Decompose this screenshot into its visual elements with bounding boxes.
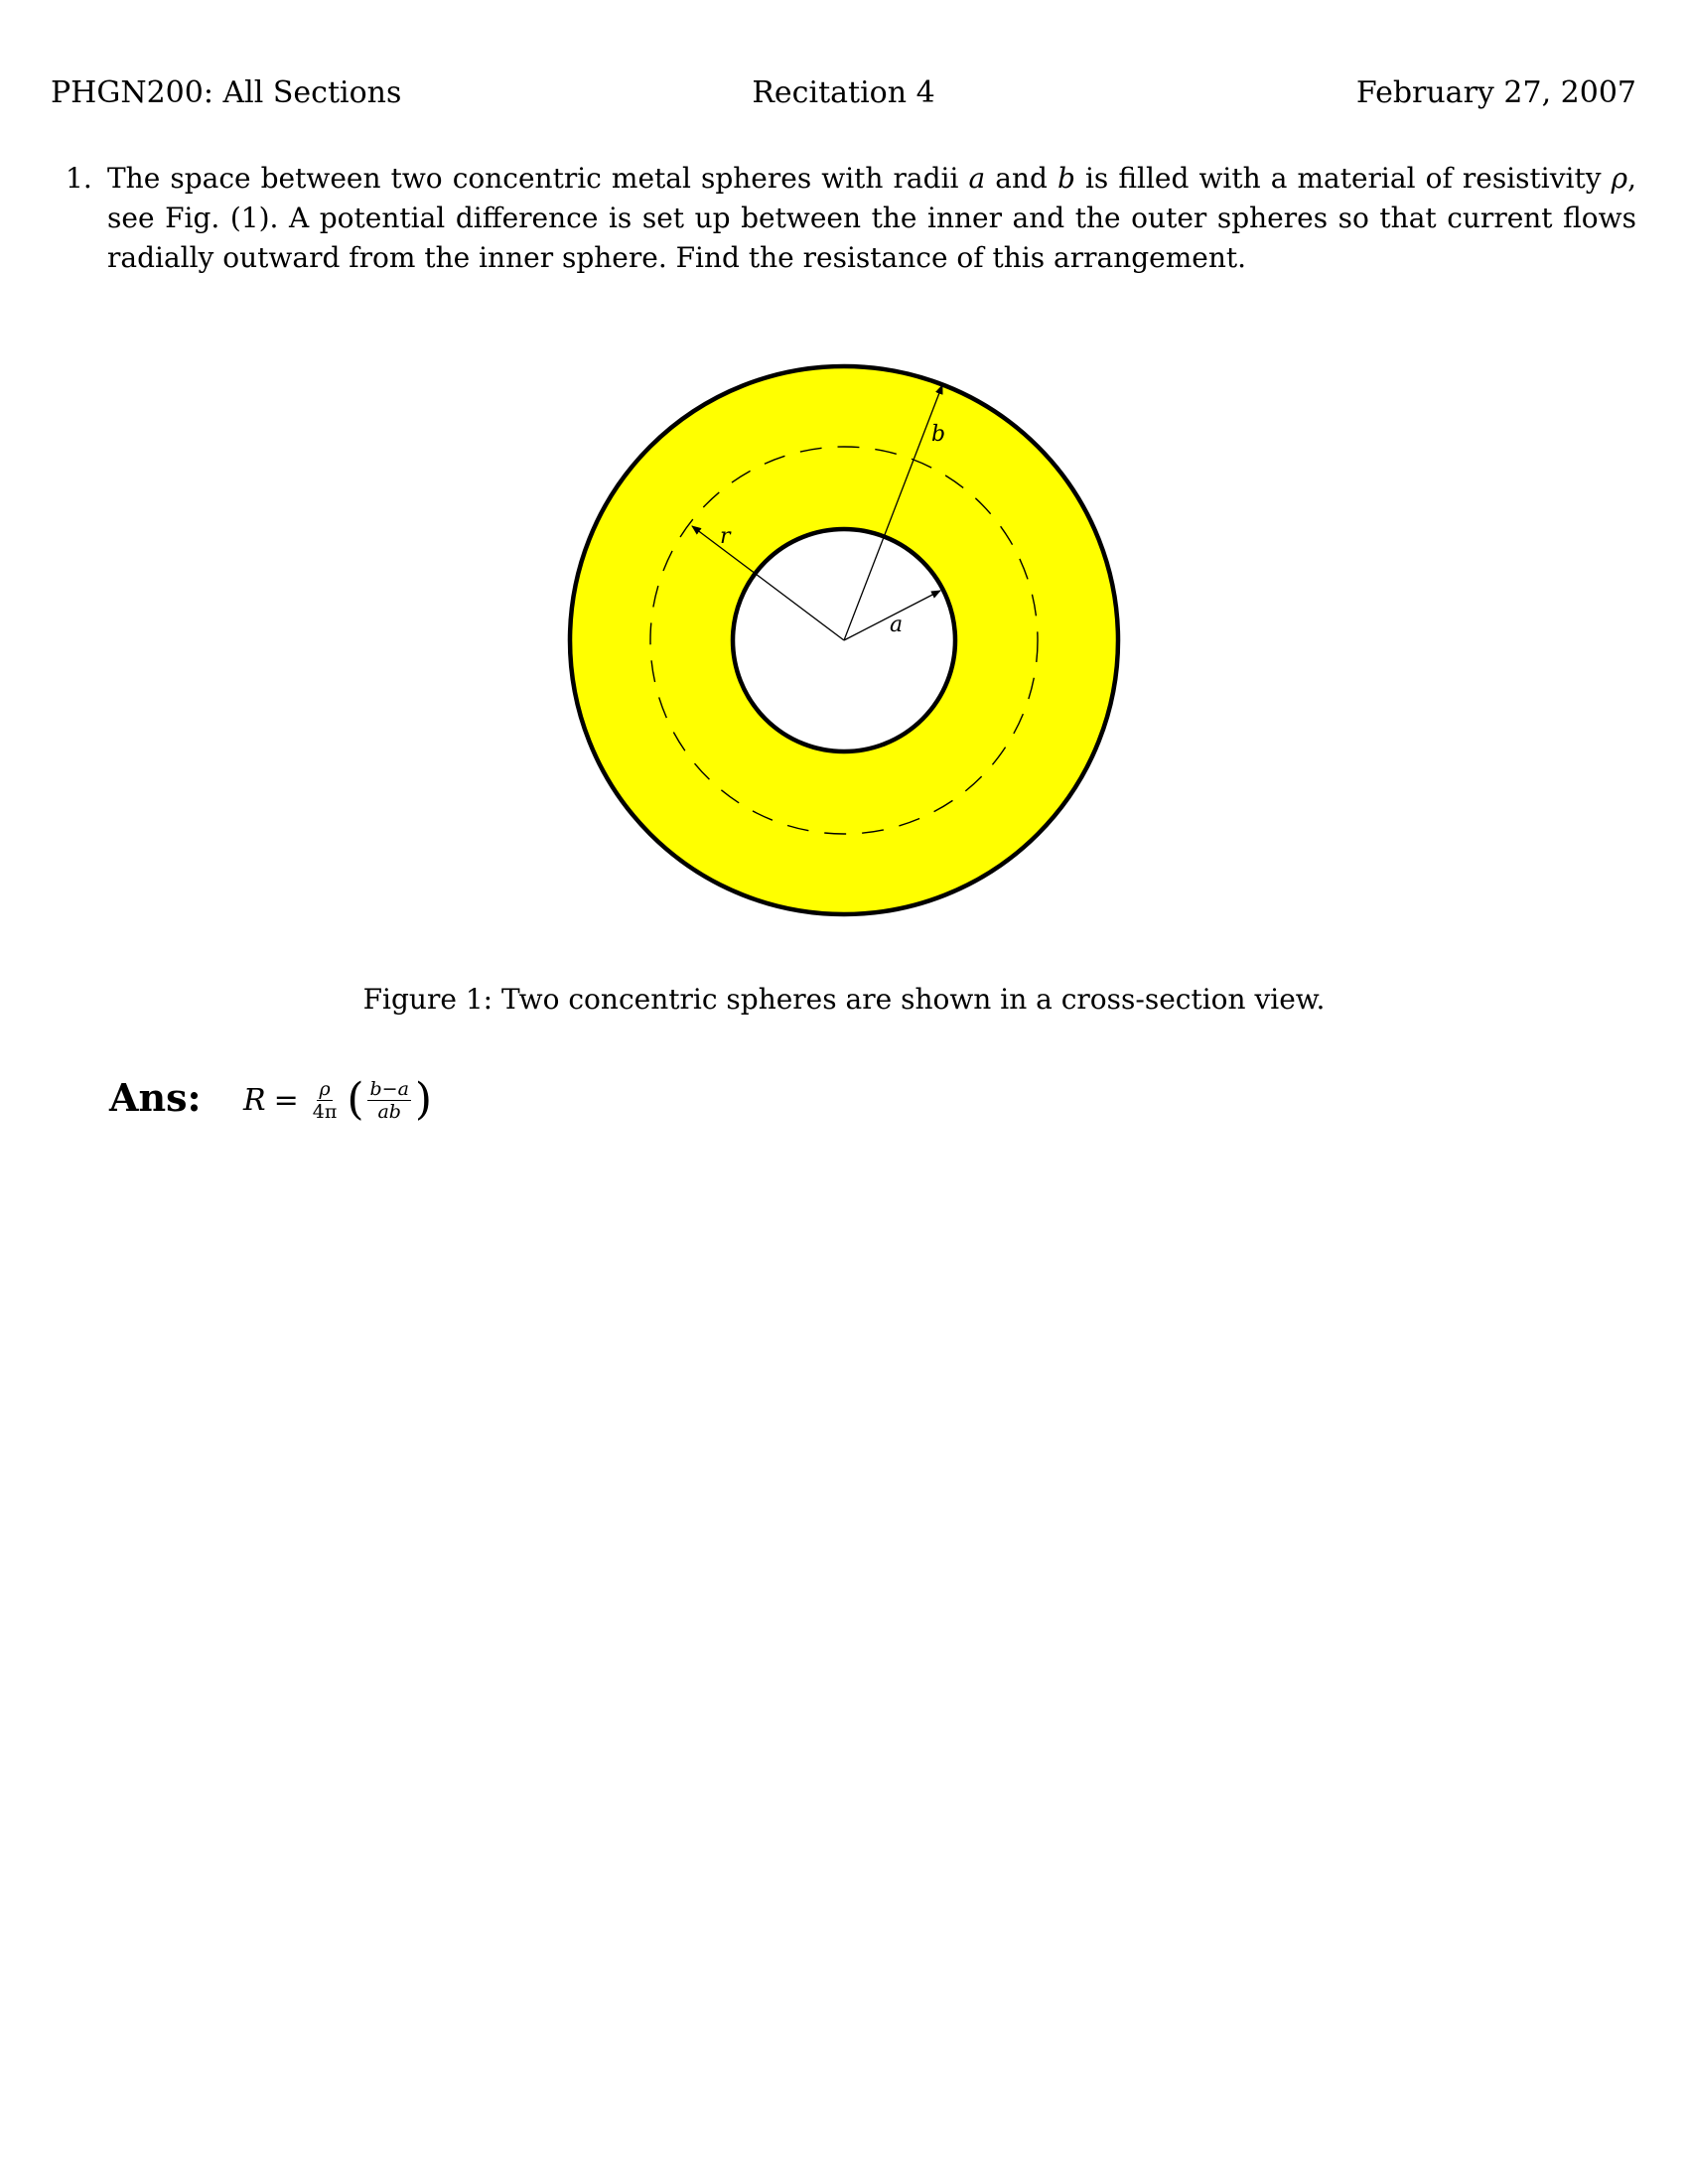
label-b: b xyxy=(931,422,946,447)
problem-text-part: , see Fig. (1). A potential difference is set up between the inner and the outer spheres so that current flows radially outward from the inner sphere. Find the resistance of this arrangement. xyxy=(107,162,1636,274)
open-paren: ( xyxy=(347,1074,364,1125)
document-date: February 27, 2007 xyxy=(1355,75,1636,110)
problem-number: 1. xyxy=(66,162,92,195)
concentric-spheres-figure xyxy=(556,352,1132,928)
answer-formula xyxy=(243,1067,432,1133)
formula-equals: = xyxy=(273,1082,299,1118)
var-b: b xyxy=(1056,162,1075,195)
problem-1 xyxy=(66,159,1636,278)
formula-lhs: R xyxy=(243,1082,266,1118)
fraction-rho-over-4pi xyxy=(311,1078,340,1123)
var-rho: ρ xyxy=(1611,162,1628,195)
course-name: PHGN200: All Sections xyxy=(51,75,402,110)
problem-text-part: The space between two concentric metal spheres with radii xyxy=(107,162,969,195)
label-a: a xyxy=(890,613,904,637)
problem-text xyxy=(107,159,1636,278)
fraction-denominator: ab xyxy=(377,1100,401,1123)
fraction-numerator: b−a xyxy=(369,1077,409,1100)
page-header xyxy=(51,75,1636,115)
fraction-numerator: ρ xyxy=(319,1077,331,1100)
fraction-denominator: 4π xyxy=(312,1100,338,1123)
fraction-b-minus-a-over-ab xyxy=(367,1078,410,1123)
problem-text-part: is filled with a material of resistivity xyxy=(1074,162,1612,195)
recitation-title: Recitation 4 xyxy=(752,75,935,110)
answer-label: Ans: xyxy=(109,1075,202,1120)
label-r: r xyxy=(720,524,731,549)
problem-text-part: and xyxy=(985,162,1057,195)
figure-caption: Figure 1: Two concentric spheres are shown in a cross-section view. xyxy=(362,983,1326,1016)
close-paren: ) xyxy=(414,1074,433,1125)
var-a: a xyxy=(968,162,986,195)
